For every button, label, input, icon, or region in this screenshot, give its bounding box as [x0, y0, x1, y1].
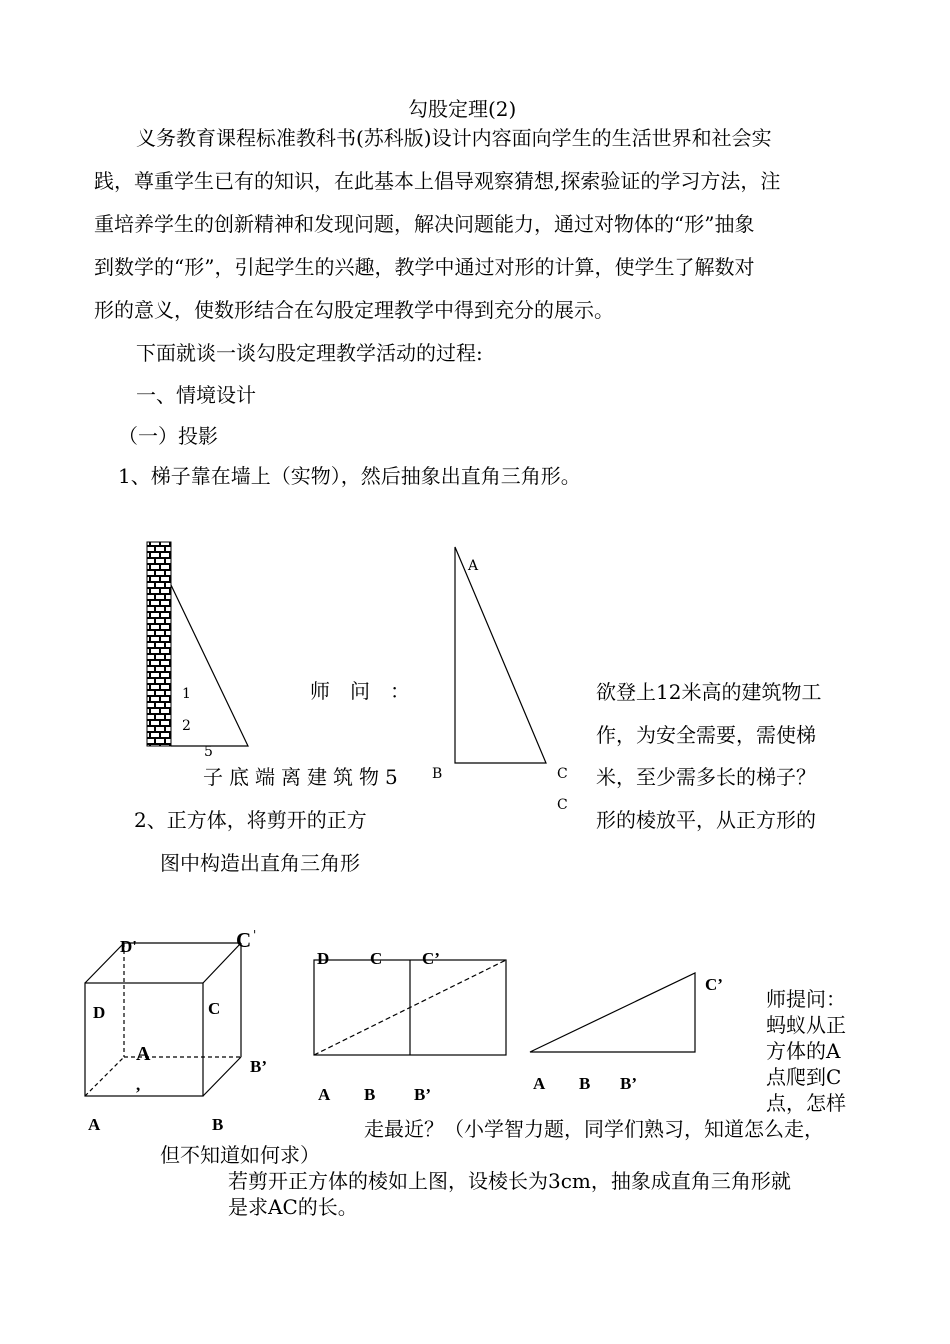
cube-figure — [85, 943, 241, 1096]
rect-label-b: B — [364, 1085, 376, 1104]
triangle-label-b: B — [432, 766, 443, 782]
ladder-label-1: 1 — [182, 686, 191, 702]
item-2-right: 形的棱放平，从正方形的 — [596, 808, 816, 832]
rect-label-c: C — [370, 949, 383, 968]
rect-label-c-prime: C’ — [422, 949, 440, 968]
cube-label-a: A — [88, 1115, 101, 1134]
rect-label-a: A — [318, 1085, 331, 1104]
intro-line-4: 到数学的“形”，引起学生的兴趣，教学中通过对形的计算，使学生了解数对 — [94, 255, 755, 279]
cube-label-a-prime: A — [136, 1043, 151, 1065]
ladder-label-2: 2 — [182, 718, 191, 734]
intro-line-3: 重培养学生的创新精神和发现问题，解决问题能力，通过对物体的“形”抽象 — [94, 212, 755, 236]
unfolded-rectangle-figure — [314, 960, 506, 1055]
teacher-question-line-1: 师提问： — [766, 987, 846, 1011]
ladder-question-left: 子底端离建筑物5 — [203, 765, 404, 789]
flat-right-triangle — [530, 973, 695, 1052]
process-intro: 下面就谈一谈勾股定理教学活动的过程: — [136, 341, 483, 365]
right-triangle-abc — [455, 547, 546, 763]
section-heading: 一、情境设计 — [136, 383, 256, 407]
tri-label-c-prime: C’ — [705, 975, 723, 994]
teacher-question-line-3: 方体的A — [766, 1039, 841, 1063]
ladder-question-line-3: 米，至少需多长的梯子？ — [596, 765, 816, 789]
intro-line-5: 形的意义，使数形结合在勾股定理教学中得到充分的展示。 — [94, 298, 614, 322]
cube-label-d: D — [93, 1003, 106, 1022]
cube-label-b-prime: B’ — [250, 1057, 267, 1076]
cube-label-c: C — [208, 999, 221, 1018]
item-1-text: 1、梯子靠在墙上（实物），然后抽象出直角三角形。 — [118, 464, 581, 488]
question-continuation-2: 但不知道如何求） — [160, 1143, 320, 1167]
final-line-2: 是求AC的长。 — [228, 1195, 358, 1219]
question-continuation: 走最近？（小学智力题，同学们熟习，知道怎么走， — [364, 1117, 824, 1141]
tri-label-a: A — [533, 1074, 546, 1093]
teacher-question-line-4: 点爬到C — [766, 1065, 842, 1089]
brick-wall — [147, 542, 171, 746]
teacher-ask-label: 师 问 ： — [310, 679, 410, 703]
triangle-label-c-2: C — [557, 797, 568, 813]
ladder-label-5: 5 — [204, 744, 213, 760]
triangle-label-c: C — [557, 766, 568, 782]
triangle-label-a: A — [468, 558, 479, 574]
tri-label-b-prime: B’ — [620, 1074, 637, 1093]
rect-label-d: D — [317, 949, 330, 968]
item-2-line-2: 图中构造出直角三角形 — [160, 851, 360, 875]
intro-line-2: 践，尊重学生已有的知识，在此基本上倡导观察猜想,探索验证的学习方法，注 — [94, 169, 781, 193]
ladder-question-line-1: 欲登上12米高的建筑物工 — [596, 680, 822, 704]
cube-label-c-prime-mark: ' — [253, 928, 257, 942]
page-title: 勾股定理(2) — [408, 97, 517, 121]
final-line-1: 若剪开正方体的棱如上图，设棱长为3cm，抽象成直角三角形就 — [228, 1169, 791, 1193]
ladder-question-line-2: 作，为安全需要，需使梯 — [596, 723, 816, 747]
item-2-left: 2、正方体，将剪开的正方 — [134, 808, 367, 832]
cube-label-c-prime: C — [236, 928, 252, 952]
subsection-heading: （一）投影 — [118, 424, 218, 448]
cube-label-b: B — [212, 1115, 224, 1134]
intro-line-1: 义务教育课程标准教科书(苏科版)设计内容面向学生的生活世界和社会实 — [136, 126, 772, 150]
teacher-question-line-2: 蚂蚁从正 — [766, 1013, 846, 1037]
teacher-question-line-5: 点，怎样 — [766, 1091, 846, 1115]
cube-label-a-prime-comma: , — [136, 1075, 141, 1094]
cube-label-d-prime: D' — [120, 937, 137, 956]
rect-label-b-prime: B’ — [414, 1085, 431, 1104]
tri-label-b: B — [579, 1074, 591, 1093]
